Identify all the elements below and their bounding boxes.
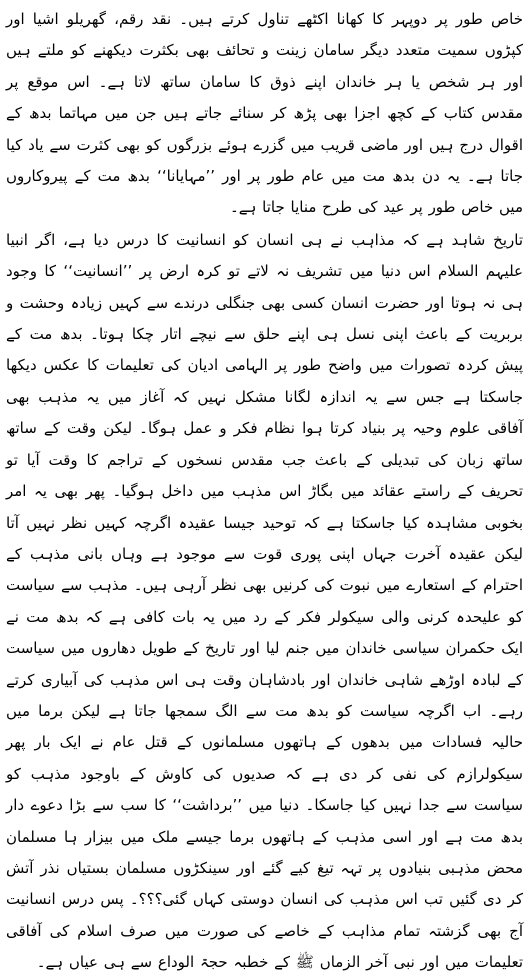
paragraph-religion-history: تاریخ شاہد ہے کہ مذاہب نے ہی انسان کو انسانیت کا درس دیا ہے، اگر انبیا علیہم السلام اس دنیا میں تشریف نہ لاتے تو کرہ ارض پر ’’انسانیت‘‘ کا وجود ہی نہ ہوتا اور حضرت انسان کسی بھی جنگلی درندے سے کہیں زیادہ وحشت و بربریت کے باعث اپنی نسل ہی اپنے حلق سے نیچے اتار چکا ہوتا۔ بدھ مت کے پیش کردہ تصورات میں واضح طور پر الہامی ادیان کی تعلیمات کا عکس دیکھا جاسکتا ہے جس سے یہ اندازہ لگانا مشکل نہیں کہ آغاز میں یہ مذہب بھی آفاقی علوم وحیہ پر بنیاد کرتا ہوا نظام فکر و عمل ہوگا۔ لیکن وقت کے ساتھ ساتھ زبان کی تبدیلی کے باعث جب مقدس نسخوں کے تراجم کا وقت آیا تو تحریف کے راستے عقائد میں بگاڑ اس مذہب میں داخل ہوگیا۔ پھر بھی یہ امر بخوبی مشاہدہ کیا جاسکتا ہے کہ توحید جیسا عقیدہ اگرچہ کہیں نظر نہیں آتا لیکن عقیدہ آخرت جہاں اپنی پوری قوت سے موجود ہے وہاں بانی مذہب کے احترام کے استعارے میں نبوت کی کرنیں بھی نظر آرہی ہیں۔ مذہب سے سیاست کو علیحدہ کرنی والی سیکولر فکر کے رد میں یہ بات کافی ہے کہ بدھ مت نے ایک حکمران سیاسی خاندان میں جنم لیا اور تاریخ کے طویل دھاروں میں سیاست کے لبادہ اوڑھے شاہی خاندان اور بادشاہان وقت ہی اس مذہب کی آبیاری کرتے رہے۔ اب اگرچہ سیاست کو بدھ مت سے الگ سمجھا جاتا ہے لیکن برما میں حالیہ فسادات میں بدھوں کے ہاتھوں مسلمانوں کے قتل عام نے ایک بار پھر سیکولرازم کی نفی کر دی ہے کہ صدیوں کی کاوش کے باوجود مذہب کو سیاست سے جدا نہیں کیا جاسکا۔ دنیا میں ’’برداشت‘‘ کا سب سے بڑا دعوے دار بدھ مت ہے اور اسی مذہب کے ہاتھوں برما جیسے ملک میں بیزار ہا مسلمان محض مذہبی بنیادوں پر تہہ تیغ کیے گئے اور سینکڑوں مسلمان بستیاں نذر آتش کر دی گئیں تب اس مذہب کی انسان دوستی کہاں گئی؟؟؟۔ پس درس انسانیت آج بھی گزشتہ تمام مذاہب کے خاصے کی صورت میں صرف اسلام کی آفاقی تعلیمات میں اور نبی آخر الزماں ﷺ کے خطبہ حجۃ الوداع سے ہی عیاں ہے۔ [6, 230, 523, 972]
paragraph-festival-description: خاص طور پر دوپہر کا کھانا اکٹھے تناول کرتے ہیں۔ نقد رقم، گھریلو اشیا اور کپڑوں سمیت متعدد دیگر سامان زینت و تحائف بھی بکثرت دیکھنے کو ملتے ہیں اور ہر شخص یا ہر خاندان اپنے ذوق کا سامان ساتھ لاتا ہے۔ اس موقع پر مقدس کتاب کے کچھ اجزا بھی پڑھ کر سنائے جاتے ہیں جن میں مہاتما بدھ کے اقوال درج ہیں اور ماضی قریب میں گزرے ہوئے بزرگوں کو بھی کثرت سے یاد کیا جاتا ہے۔ یہ دن بدھ مت میں عام طور پر اور ’’مہایانا‘‘ بدھ مت کے پیروکاروں میں خاص طور پر عید کی طرح منایا جاتا ہے۔ [6, 10, 523, 217]
